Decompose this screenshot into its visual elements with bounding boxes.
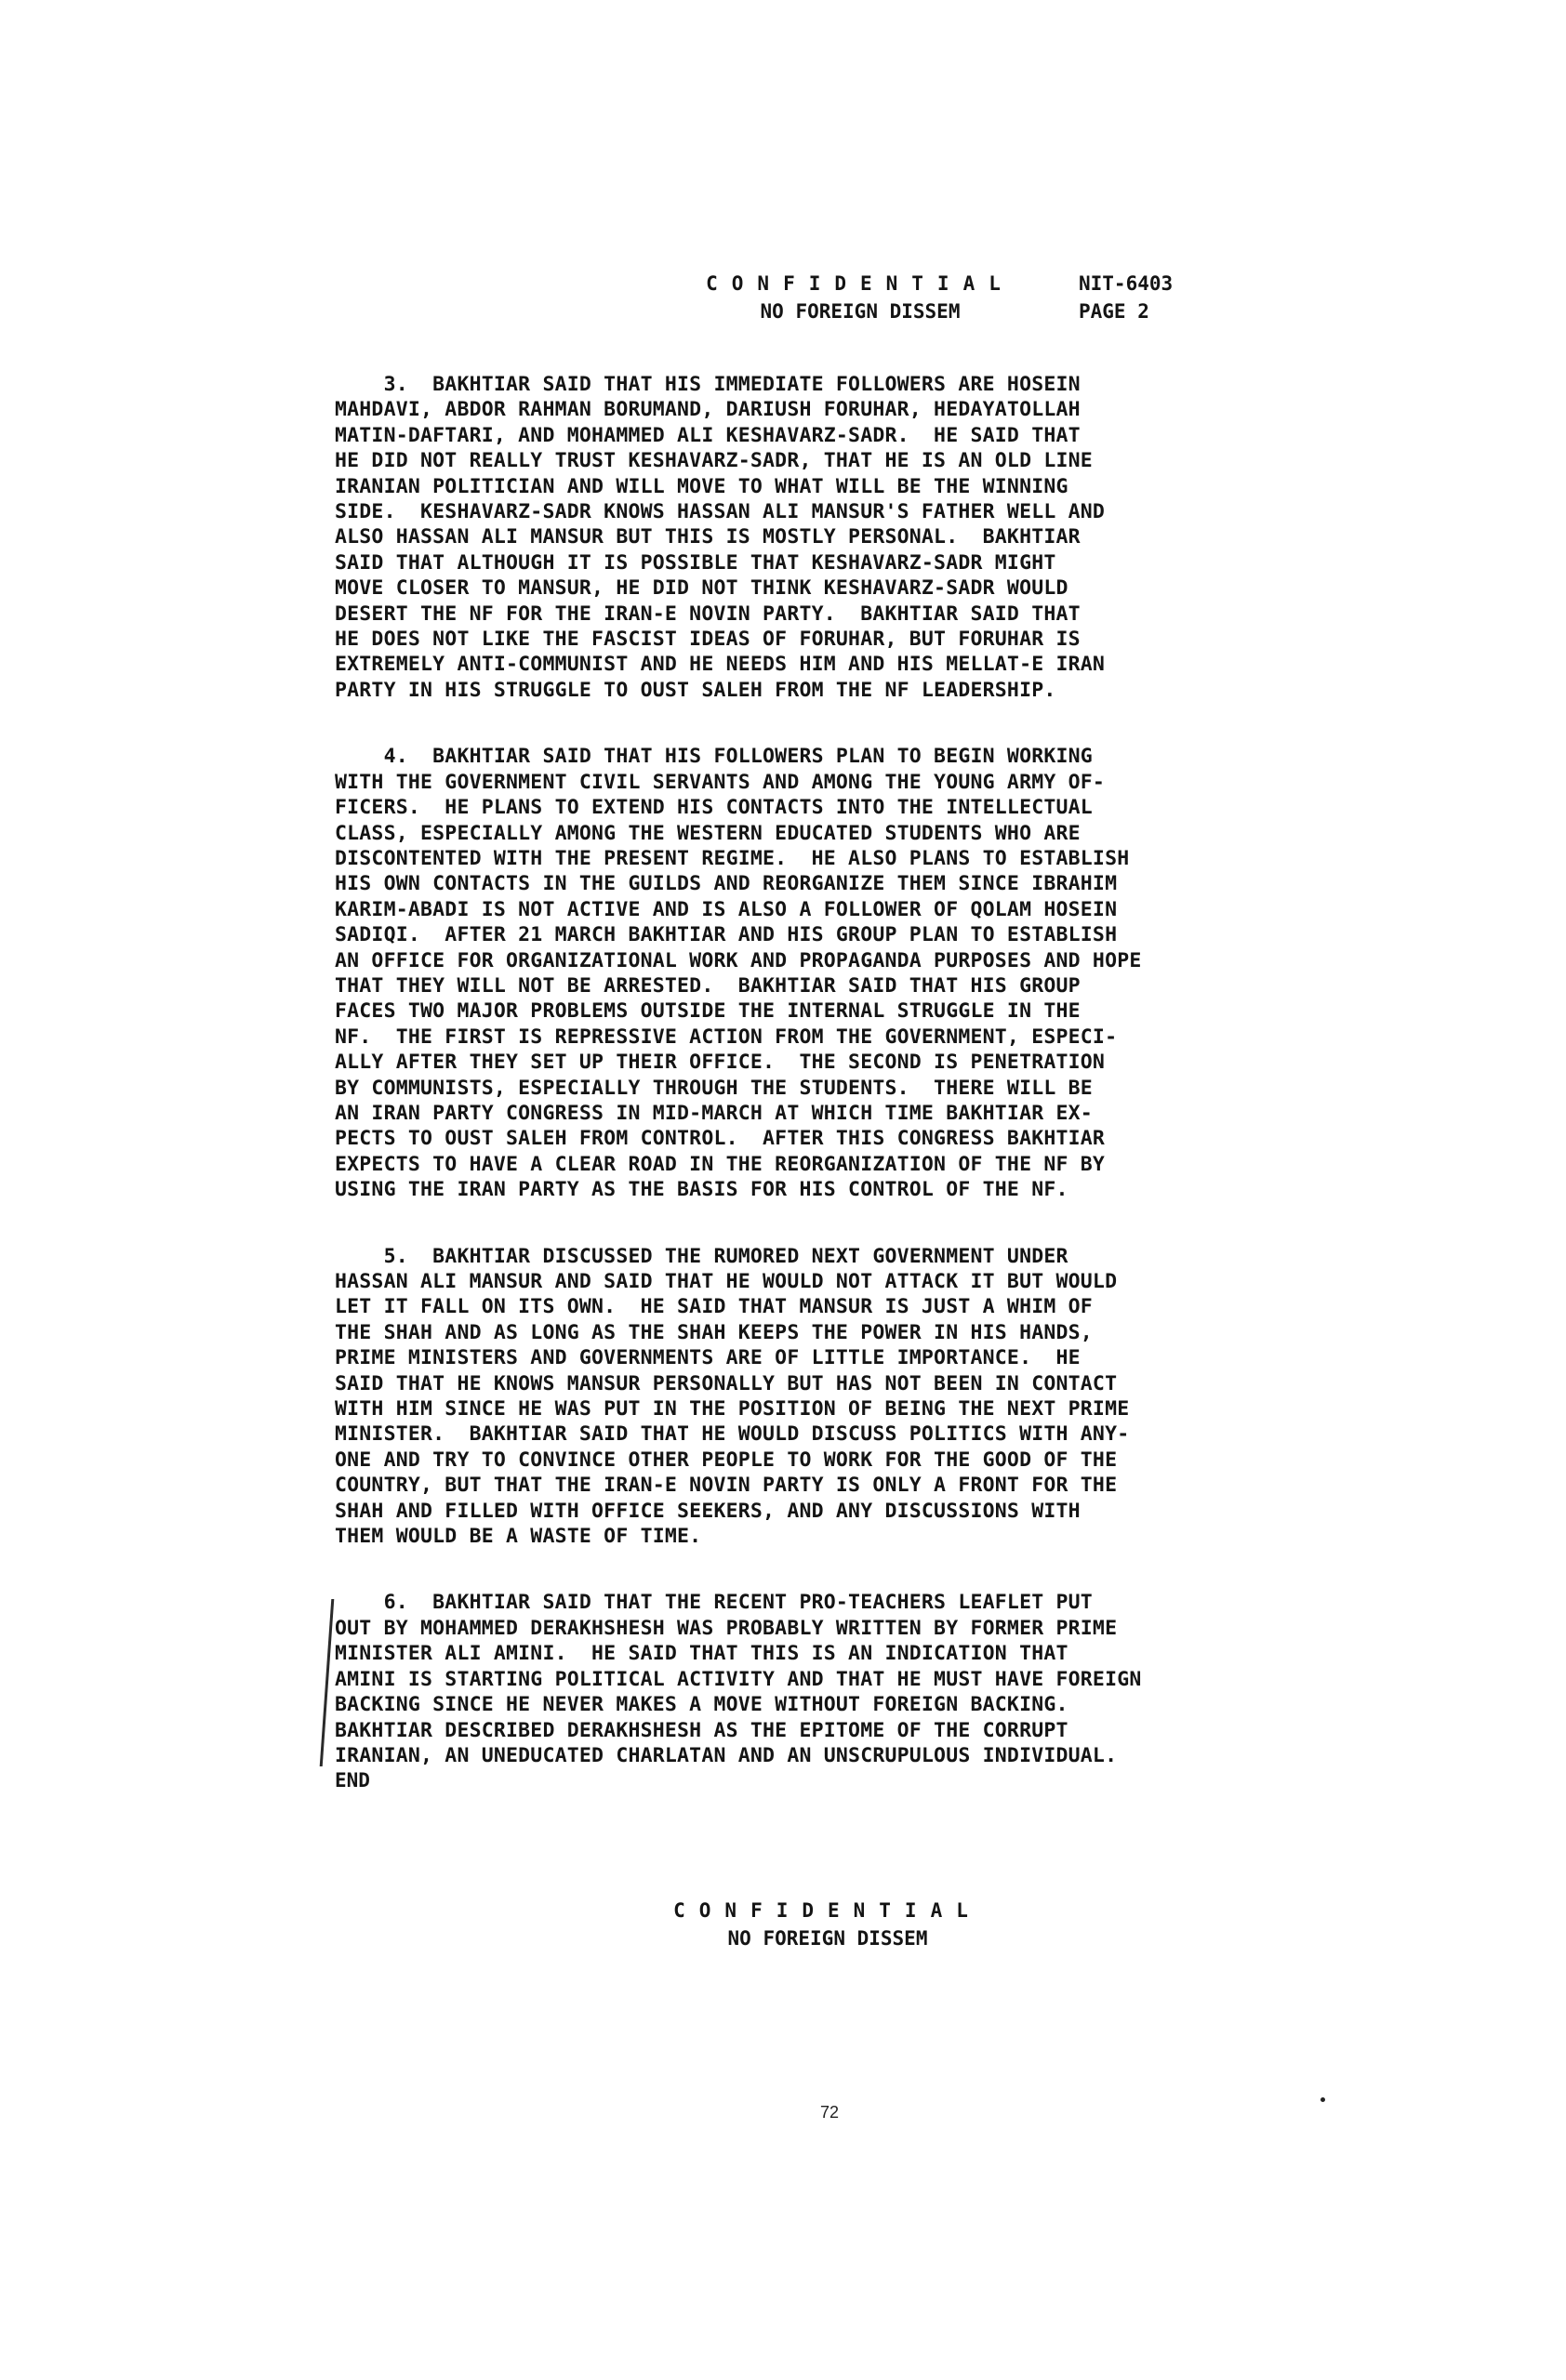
text-line: ALLY AFTER THEY SET UP THEIR OFFICE. THE SECOND IS PENETRATION	[335, 1051, 1106, 1075]
end-mark: END	[335, 1769, 370, 1792]
text-line: COUNTRY, BUT THAT THE IRAN-E NOVIN PARTY IS ONLY A FRONT FOR THE	[335, 1474, 1118, 1498]
text-line: MAHDAVI, ABDOR RAHMAN BORUMAND, DARIUSH FORUHAR, HEDAYATOLLAH	[335, 398, 1081, 422]
page-number: 72	[819, 2103, 840, 2122]
text-line: 4. BAKHTIAR SAID THAT HIS FOLLOWERS PLAN TO BEGIN WORKING	[335, 745, 1093, 769]
text-line: SIDE. KESHAVARZ-SADR KNOWS HASSAN ALI MANSUR'S FATHER WELL AND	[335, 500, 1106, 524]
footer-dissem: NO FOREIGN DISSEM	[727, 1927, 928, 1950]
text-line: HASSAN ALI MANSUR AND SAID THAT HE WOULD NOT ATTACK IT BUT WOULD	[335, 1270, 1118, 1293]
header-row-bottom	[642, 298, 1311, 325]
text-line: BACKING SINCE HE NEVER MAKES A MOVE WITHOUT FOREIGN BACKING.	[335, 1693, 1068, 1717]
document-header	[642, 270, 1311, 325]
text-line: KARIM-ABADI IS NOT ACTIVE AND IS ALSO A FOLLOWER OF QOLAM HOSEIN	[335, 897, 1118, 921]
text-line: 6. BAKHTIAR SAID THAT THE RECENT PRO-TEACHERS LEAFLET PUT	[335, 1591, 1093, 1615]
text-line: NF. THE FIRST IS REPRESSIVE ACTION FROM THE GOVERNMENT, ESPECI-	[335, 1025, 1118, 1049]
text-line: MOVE CLOSER TO MANSUR, HE DID NOT THINK KESHAVARZ-SADR WOULD	[335, 576, 1068, 601]
text-line: HE DID NOT REALLY TRUST KESHAVARZ-SADR, THAT HE IS AN OLD LINE	[335, 449, 1093, 473]
footer-classification: CONFIDENTIAL	[673, 1899, 982, 1922]
paragraph-3	[335, 372, 1348, 703]
text-line: AN OFFICE FOR ORGANIZATIONAL WORK AND PROPAGANDA PURPOSES AND HOPE	[335, 948, 1142, 972]
text-line: HE DOES NOT LIKE THE FASCIST IDEAS OF FORUHAR, BUT FORUHAR IS	[335, 628, 1081, 652]
text-line: ALSO HASSAN ALI MANSUR BUT THIS IS MOSTLY PERSONAL. BAKHTIAR	[335, 525, 1081, 549]
text-line: WITH THE GOVERNMENT CIVIL SERVANTS AND AMONG THE YOUNG ARMY OF-	[335, 770, 1106, 794]
header-dissem: NO FOREIGN DISSEM	[760, 300, 961, 323]
text-line: USING THE IRAN PARTY AS THE BASIS FOR HIS CONTROL OF THE NF.	[335, 1178, 1068, 1202]
paragraph-5	[335, 1244, 1348, 1550]
text-line: IRANIAN, AN UNEDUCATED CHARLATAN AND AN UNSCRUPULOUS INDIVIDUAL.	[335, 1743, 1118, 1767]
text-line: CLASS, ESPECIALLY AMONG THE WESTERN EDUCATED STUDENTS WHO ARE	[335, 821, 1081, 845]
text-line: HIS OWN CONTACTS IN THE GUILDS AND REORGANIZE THEM SINCE IBRAHIM	[335, 872, 1118, 896]
text-line: BAKHTIAR DESCRIBED DERAKHSHESH AS THE EPITOME OF THE CORRUPT	[335, 1718, 1068, 1742]
text-line: AN IRAN PARTY CONGRESS IN MID-MARCH AT WHICH TIME BAKHTIAR EX-	[335, 1101, 1093, 1125]
text-line: PRIME MINISTERS AND GOVERNMENTS ARE OF LITTLE IMPORTANCE. HE	[335, 1346, 1081, 1370]
text-line: FACES TWO MAJOR PROBLEMS OUTSIDE THE INTERNAL STRUGGLE IN THE	[335, 999, 1081, 1024]
text-line: SAID THAT ALTHOUGH IT IS POSSIBLE THAT KESHAVARZ-SADR MIGHT	[335, 550, 1056, 575]
text-line: BY COMMUNISTS, ESPECIALLY THROUGH THE STUDENTS. THERE WILL BE	[335, 1076, 1093, 1100]
text-line: PARTY IN HIS STRUGGLE TO OUST SALEH FROM THE NF LEADERSHIP.	[335, 678, 1056, 702]
text-line: DISCONTENTED WITH THE PRESENT REGIME. HE ALSO PLANS TO ESTABLISH	[335, 846, 1130, 870]
text-line: 5. BAKHTIAR DISCUSSED THE RUMORED NEXT GOVERNMENT UNDER	[335, 1244, 1068, 1268]
text-line: THEM WOULD BE A WASTE OF TIME.	[335, 1525, 702, 1549]
text-line: SADIQI. AFTER 21 MARCH BAKHTIAR AND HIS GROUP PLAN TO ESTABLISH	[335, 923, 1118, 947]
text-line: MINISTER. BAKHTIAR SAID THAT HE WOULD DISCUSS POLITICS WITH ANY-	[335, 1422, 1130, 1447]
text-line: EXPECTS TO HAVE A CLEAR ROAD IN THE REORGANIZATION OF THE NF BY	[335, 1152, 1106, 1176]
document-footer	[642, 1897, 1014, 1952]
text-line: THAT THEY WILL NOT BE ARRESTED. BAKHTIAR SAID THAT HIS GROUP	[335, 973, 1081, 998]
header-doc-id: NIT-6403	[1079, 272, 1174, 295]
text-line: FICERS. HE PLANS TO EXTEND HIS CONTACTS INTO THE INTELLECTUAL	[335, 796, 1093, 820]
paragraph-4	[335, 744, 1348, 1202]
scan-speck	[1320, 2097, 1325, 2102]
text-line: 3. BAKHTIAR SAID THAT HIS IMMEDIATE FOLLOWERS ARE HOSEIN	[335, 373, 1081, 396]
text-line: DESERT THE NF FOR THE IRAN-E NOVIN PARTY. BAKHTIAR SAID THAT	[335, 602, 1081, 626]
text-line: AMINI IS STARTING POLITICAL ACTIVITY AND THAT HE MUST HAVE FOREIGN	[335, 1667, 1142, 1691]
text-line: OUT BY MOHAMMED DERAKHSHESH WAS PROBABLY WRITTEN BY FORMER PRIME	[335, 1616, 1118, 1640]
text-line: IRANIAN POLITICIAN AND WILL MOVE TO WHAT WILL BE THE WINNING	[335, 474, 1068, 498]
document-body	[335, 372, 1348, 1834]
text-line: PECTS TO OUST SALEH FROM CONTROL. AFTER THIS CONGRESS BAKHTIAR	[335, 1127, 1106, 1151]
text-line: WITH HIM SINCE HE WAS PUT IN THE POSITION OF BEING THE NEXT PRIME	[335, 1397, 1130, 1421]
text-line: MATIN-DAFTARI, AND MOHAMMED ALI KESHAVARZ-SADR. HE SAID THAT	[335, 423, 1081, 447]
text-line: ONE AND TRY TO CONVINCE OTHER PEOPLE TO WORK FOR THE GOOD OF THE	[335, 1448, 1118, 1472]
text-line: SAID THAT HE KNOWS MANSUR PERSONALLY BUT HAS NOT BEEN IN CONTACT	[335, 1371, 1118, 1395]
header-classification: CONFIDENTIAL	[706, 272, 1015, 295]
text-line: THE SHAH AND AS LONG AS THE SHAH KEEPS THE POWER IN HIS HANDS,	[335, 1320, 1093, 1344]
header-row-top	[642, 270, 1311, 298]
text-line: SHAH AND FILLED WITH OFFICE SEEKERS, AND ANY DISCUSSIONS WITH	[335, 1499, 1081, 1523]
margin-annotation-line	[320, 1599, 335, 1766]
header-page: PAGE 2	[1079, 300, 1149, 323]
text-line: MINISTER ALI AMINI. HE SAID THAT THIS IS AN INDICATION THAT	[335, 1642, 1068, 1666]
text-line: LET IT FALL ON ITS OWN. HE SAID THAT MANSUR IS JUST A WHIM OF	[335, 1295, 1093, 1319]
text-line: EXTREMELY ANTI-COMMUNIST AND HE NEEDS HIM AND HIS MELLAT-E IRAN	[335, 653, 1106, 677]
paragraph-6	[335, 1590, 1348, 1793]
